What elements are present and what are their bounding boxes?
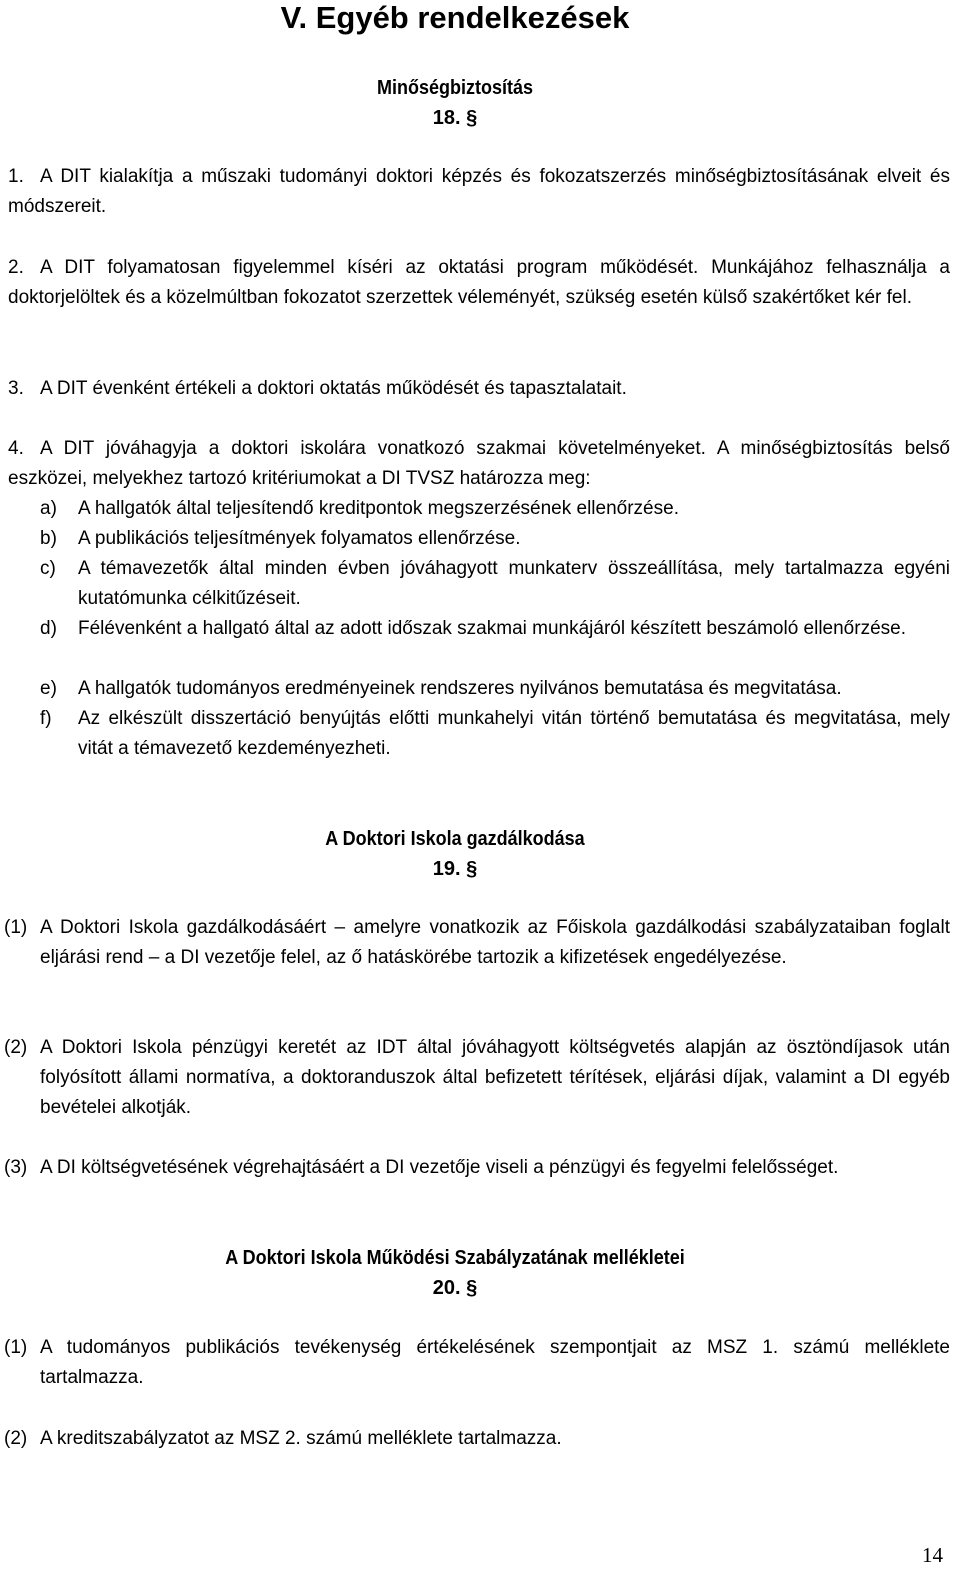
- point-text: A DIT évenként értékeli a doktori oktatás működését és tapasztalatait.: [40, 378, 627, 399]
- list-item-d: [40, 614, 950, 644]
- list-item-label: e): [40, 678, 57, 699]
- point-number: (2): [4, 1037, 28, 1058]
- point-number: (1): [4, 917, 28, 938]
- chapter-title: V. Egyéb rendelkezések: [280, 0, 630, 35]
- list-item-text: A hallgatók által teljesítendő kreditpontok megszerzésének ellenőrzése.: [78, 498, 679, 519]
- section-number-19: 19. §: [432, 858, 478, 880]
- list-item-f: [40, 704, 950, 764]
- point-18-4: [8, 434, 950, 494]
- point-number: (1): [4, 1337, 28, 1358]
- section-heading-quality: Minőségbiztosítás: [376, 77, 534, 99]
- list-item-text: A publikációs teljesítmények folyamatos ellenőrzése.: [78, 528, 521, 549]
- list-item-text: Félévenként a hallgató által az adott időszak szakmai munkájáról készített beszámoló ellenőrzése.: [78, 618, 906, 639]
- point-text: A DI költségvetésének végrehajtásáért a DI vezetője viseli a pénzügyi és fegyelmi felelősséget.: [40, 1157, 839, 1178]
- list-item-text: Az elkészült disszertáció benyújtás előtti munkahelyi vitán történő bemutatása és megvitatása, mely vitát a témavezető kezdeményezheti.: [78, 708, 950, 759]
- list-item-c: [40, 554, 950, 614]
- point-18-3: [8, 374, 950, 404]
- list-item-b: [40, 524, 950, 554]
- point-20-2: [4, 1424, 950, 1454]
- point-number: 4.: [8, 438, 24, 459]
- list-item-text: A hallgatók tudományos eredményeinek rendszeres nyilvános bemutatása és megvitatása.: [78, 678, 842, 699]
- point-19-2: [4, 1033, 950, 1123]
- list-item-a: [40, 494, 950, 524]
- section-heading-finance: A Doktori Iskola gazdálkodása: [325, 828, 585, 850]
- point-number: 1.: [8, 166, 24, 187]
- list-item-label: a): [40, 498, 57, 519]
- point-text: A Doktori Iskola pénzügyi keretét az IDT által jóváhagyott költségvetés alapján az ösztöndíjasok után folyósított állami normatíva, a doktoranduszok által befizetett térítések, eljárási díjak, valamint a DI egyéb bevételei alkotják.: [40, 1037, 950, 1118]
- point-text: A tudományos publikációs tevékenység értékelésének szempontjait az MSZ 1. számú melléklete tartalmazza.: [40, 1337, 950, 1388]
- point-text: A DIT jóváhagyja a doktori iskolára vonatkozó szakmai követelményeket. A minőségbiztosítás belső eszközei, melyekhez tartozó kritériumokat a DI TVSZ határozza meg:: [8, 438, 950, 489]
- point-number: 2.: [8, 257, 24, 278]
- list-item-label: d): [40, 618, 57, 639]
- point-19-3: [4, 1153, 950, 1183]
- section-number-20: 20. §: [432, 1277, 478, 1299]
- point-text: A DIT kialakítja a műszaki tudományi doktori képzés és fokozatszerzés minőségbiztosításának elveit és módszereit.: [8, 166, 950, 217]
- point-text: A Doktori Iskola gazdálkodásáért – amelyre vonatkozik az Főiskola gazdálkodási szabályzataiban foglalt eljárási rend – a DI vezetője felel, az ő hatáskörébe tartozik a kifizetések engedélyezése.: [40, 917, 950, 968]
- list-item-e: [40, 674, 950, 704]
- point-20-1: [4, 1333, 950, 1393]
- point-18-1: [8, 162, 950, 222]
- list-item-label: b): [40, 528, 57, 549]
- point-text: A kreditszabályzatot az MSZ 2. számú melléklete tartalmazza.: [40, 1428, 562, 1449]
- point-19-1: [4, 913, 950, 973]
- list-item-label: c): [40, 558, 56, 579]
- point-text: A DIT folyamatosan figyelemmel kíséri az oktatási program működését. Munkájához felhasználja a doktorjelöltek és a közelmúltban fokozatot szerzettek véleményét, szükség esetén külső szakértőket kér fel.: [8, 257, 950, 308]
- page-number: 14: [922, 1543, 943, 1567]
- list-item-label: f): [40, 708, 52, 729]
- section-number-18: 18. §: [432, 107, 478, 129]
- point-number: 3.: [8, 378, 24, 399]
- section-heading-annexes: A Doktori Iskola Működési Szabályzatának mellékletei: [225, 1247, 685, 1269]
- list-item-text: A témavezetők által minden évben jóváhagyott munkaterv összeállítása, mely tartalmazza egyéni kutatómunka célkitűzéseit.: [78, 558, 950, 609]
- point-number: (3): [4, 1157, 28, 1178]
- point-number: (2): [4, 1428, 28, 1449]
- point-18-2: [8, 253, 950, 313]
